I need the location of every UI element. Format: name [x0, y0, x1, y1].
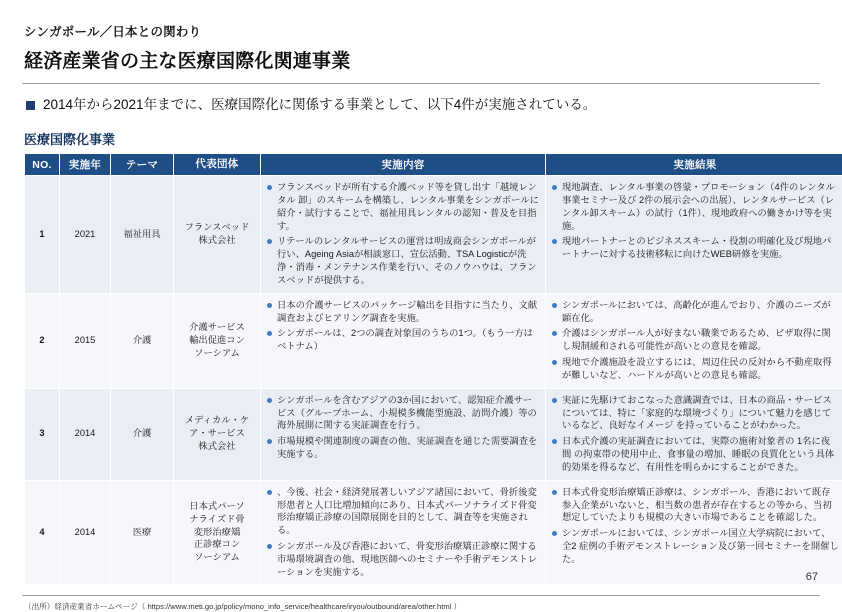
cell-year: 2014	[60, 480, 111, 585]
cell-theme: 介護	[111, 388, 174, 480]
cell-details	[261, 480, 546, 585]
list-item: 現地パートナーとのビジネススキーム・役割の明確化及び現地パートナーに対する技術移転に向けたWEB研修を実施。	[551, 235, 839, 261]
list-item: シンガポール及び香港において、骨変形治療矯正診療に関する市場環境調査の他、現地医師へのセミナーや手術デモンストレーションを実施する。	[266, 540, 540, 578]
column-header-theme: テーマ	[111, 153, 174, 175]
title-divider	[22, 83, 820, 84]
list-item: シンガポールを含むアジアの3か国において、認知症介護サービス（グループホーム、小規模多機能型施設、訪問介護）等の海外展開に関する実証調査を行う。	[266, 394, 540, 432]
column-header-no: NO.	[25, 153, 60, 175]
cell-organization: メディカル・ケ ア・サービス 株式会社	[174, 388, 261, 480]
cell-organization: 日本式パーソ ナライズド骨 変形治療矯 正診療コン ソーシアム	[174, 480, 261, 585]
results-list	[551, 394, 839, 474]
page-title: 経済産業省の主な医療国際化関連事業	[24, 46, 820, 73]
list-item: 日本式骨変形治療矯正診療は、シンガポール、香港において既存参入企業がいないと、相当数の患者が存在するとの等から、当初想定していたよりも規模の大きい市場であることを確認した。	[551, 486, 839, 524]
eyebrow-title: シンガポール／日本との関わり	[24, 22, 820, 40]
list-item: シンガポールにおいては、高齢化が進んでおり、介護のニーズが顕在化。	[551, 299, 839, 325]
table-row	[25, 293, 842, 388]
cell-no: 4	[25, 480, 60, 585]
cell-year: 2014	[60, 388, 111, 480]
table-body	[25, 176, 842, 585]
cell-no: 3	[25, 388, 60, 480]
cell-results	[546, 388, 842, 480]
column-header-details: 実施内容	[261, 153, 546, 175]
table-row	[25, 388, 842, 480]
source-note: （出所）経済産業省ホームページ（ https://www.meti.go.jp/policy/mono_info_service/healthcare/iryou/outbound/area/other.html ）	[24, 601, 820, 612]
list-item: 介護はシンガポール人が好まない職業であるため、ビザ取得に関し規制緩和される可能性が高いとの意見を確認。	[551, 327, 839, 353]
cell-theme: 福祉用具	[111, 176, 174, 294]
table-row	[25, 480, 842, 585]
table-row	[25, 176, 842, 294]
page-number: 67	[806, 571, 818, 583]
list-item: 日本式介護の実証調査においては、実際の施術対象者の 1名に夜間 の拘束帯の使用中止、食事量の増加、睡眠の良質化という具体的効果を得るなど、有用性を明らかにすることができた。	[551, 435, 839, 473]
lead-statement	[26, 96, 820, 115]
cell-organization: 介護サービス 輸出促進コン ソーシアム	[174, 293, 261, 388]
list-item: 、今後、社会・経済発展著しいアジア諸国において、骨折後変形患者と人口比増加傾向にあり、日本式パーソナライズド骨変形治療矯正診療の国際展開を目的として、調査等を実施される。	[266, 486, 540, 537]
details-list	[266, 181, 540, 287]
list-item: 日本の介護サービスのパッケージ輸出を目指すに当たり、文献調査およびヒアリング調査を実施。	[266, 299, 540, 325]
cell-year: 2021	[60, 176, 111, 294]
cell-no: 1	[25, 176, 60, 294]
list-item: フランスベッドが所有する介護ベッド等を貸し出す「越境レンタル 卸」のスキームを構築し、レンタル事業をシンガポールに紹介・試行することで、福祉用具レンタルの認知・普及を目指す。	[266, 181, 540, 232]
lead-text: 2014年から2021年までに、医療国際化に関係する事業として、以下4件が実施されている。	[43, 96, 596, 115]
details-list	[266, 394, 540, 461]
cell-details	[261, 293, 546, 388]
cell-results	[546, 176, 842, 294]
list-item: 現地で介護施設を設立するには、周辺住民の反対から不動産取得が難しいなど、ハードルが高いとの意見も確認。	[551, 356, 839, 382]
cell-details	[261, 388, 546, 480]
cell-organization: フランスベッド 株式会社	[174, 176, 261, 294]
footer-divider	[22, 595, 820, 596]
column-header-year: 実施年	[60, 153, 111, 175]
list-item: 市場規模や関連制度の調査の他、実証調査を通じた需要調査を実施する。	[266, 435, 540, 461]
cell-year: 2015	[60, 293, 111, 388]
cell-theme: 医療	[111, 480, 174, 585]
cell-results	[546, 480, 842, 585]
list-item: リテールのレンタルサービスの運営は明成商会シンガポールが行い、Ageing Asiaが相談窓口、宣伝活動、TSA Logisticが洗浄・消毒・メンテナンス作業を行い、そのノウハウは、フランスベッドが提供する。	[266, 235, 540, 286]
details-list	[266, 486, 540, 579]
list-item: 実証に先駆けておこなった意識調査では、日本の商品・サービスについては、特に「家庭的な環境づくり」について魅力を感じているなど、良好なイメージ を持っていることがわかった。	[551, 394, 839, 432]
list-item: シンガポールにおいては、シンガポール国立大学病院において、全2 症例の手術デモンストレーション及び第一回セミナーを開催した。	[551, 527, 839, 565]
column-header-organization: 代表団体	[174, 153, 261, 175]
results-list	[551, 299, 839, 382]
cell-details	[261, 176, 546, 294]
list-item: 現地調査、レンタル事業の啓蒙・プロモーション（4件のレンタル事業セミナー及び 2件の展示会への出展）、レンタルサービス（レンタル卸スキーム）の試行（1件）、現地政府への働きかけ等を実施。	[551, 181, 839, 232]
square-bullet-icon	[26, 101, 35, 110]
cell-results	[546, 293, 842, 388]
column-header-results: 実施結果	[546, 153, 842, 175]
results-list	[551, 181, 839, 261]
cell-theme: 介護	[111, 293, 174, 388]
list-item: シンガポールは、2つの調査対象国のうちの1つ。（もう一方はベトナム）	[266, 327, 540, 353]
results-list	[551, 486, 839, 566]
details-list	[266, 299, 540, 353]
initiatives-table	[24, 153, 842, 586]
table-header-row	[25, 153, 842, 175]
section-heading: 医療国際化事業	[24, 129, 820, 148]
cell-no: 2	[25, 293, 60, 388]
